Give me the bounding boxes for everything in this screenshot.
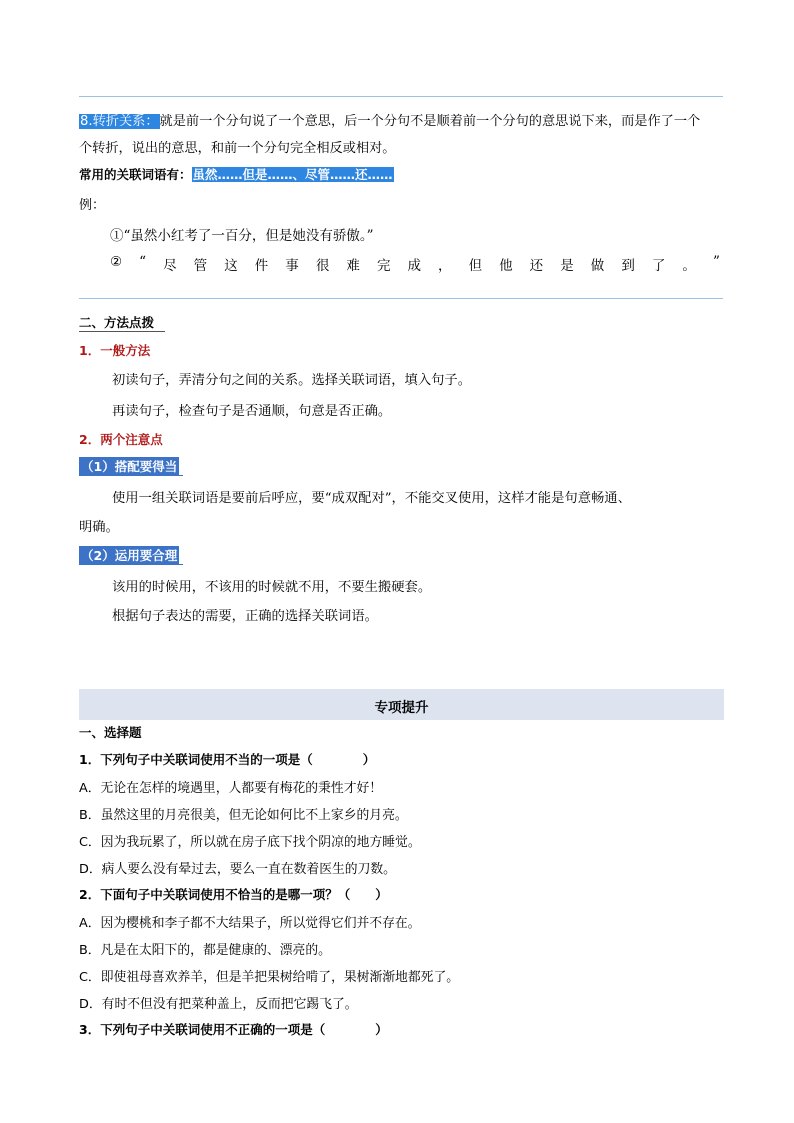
- method-heading: 二、方法点拨: [79, 315, 155, 330]
- example-2-char: 还: [529, 258, 544, 274]
- example-2-char: 了: [651, 258, 666, 274]
- example-2-char: 很: [315, 258, 330, 274]
- question-2-option-d: D．有时不但没有把菜种盖上，反而把它踢飞了。: [79, 997, 358, 1012]
- method-heading-underline: [79, 331, 165, 332]
- example-2-char: 这: [224, 258, 238, 274]
- method-p3-line1: 使用一组关联词语是要前后呼应，要“成双配对”，不能交叉使用，这样才能是句意畅通、: [112, 491, 631, 506]
- example-2-char: ②: [110, 254, 123, 270]
- example-1: ①“虽然小红考了一百分，但是她没有骄傲。”: [110, 228, 374, 244]
- example-2-char: 难: [346, 258, 360, 274]
- example-2-char: 他: [499, 258, 513, 274]
- method-sub2: 2．两个注意点: [79, 432, 163, 447]
- example-2-char: 到: [621, 258, 635, 274]
- top-divider: [79, 96, 723, 97]
- method-tag1: （1）搭配要得当: [81, 459, 178, 474]
- method-sub1: 1．一般方法: [79, 343, 151, 358]
- example-2-char: 事: [285, 258, 299, 274]
- example-2-char: “: [139, 254, 147, 270]
- example-2-char: 是: [560, 258, 574, 274]
- section-title: 专项提升: [374, 700, 429, 716]
- example-2-char: 完: [376, 258, 391, 274]
- question-1-option-b: B．虽然这里的月亮很美，但无论如何比不上家乡的月亮。: [79, 808, 408, 823]
- question-2-option-a: A．因为樱桃和李子都不大结果子，所以觉得它们并不存在。: [79, 916, 421, 931]
- example-2: [110, 254, 720, 274]
- example-2-char: ”: [712, 254, 720, 270]
- example-2-char: 管: [193, 258, 208, 274]
- section-header-bar: [79, 689, 724, 720]
- example-label: 例：: [79, 198, 106, 213]
- question-3-stem: 3．下列句子中关联词使用不正确的一项是（ ）: [79, 1022, 388, 1037]
- example-2-char: 但: [468, 258, 483, 274]
- question-1-option-c: C．因为我玩累了，所以就在房子底下找个阴凉的地方睡觉。: [79, 835, 421, 850]
- method-tag2-underline: [79, 564, 183, 565]
- question-2-option-b: B．凡是在太阳下的，都是健康的、漂亮的。: [79, 943, 331, 958]
- method-tag1-underline: [79, 475, 183, 476]
- question-1-stem: 1．下列句子中关联词使用不当的一项是（ ）: [79, 752, 376, 767]
- example-2-char: 尽: [163, 258, 177, 274]
- method-p2: 再读句子，检查句子是否通顺，句意是否正确。: [112, 404, 392, 419]
- question-2-option-c: C．即使祖母喜欢养羊，但是羊把果树给啃了，果树渐渐地都死了。: [79, 970, 460, 985]
- example-2-char: 做: [590, 258, 605, 274]
- question-2-stem: 2．下面句子中关联词使用不恰当的是哪一项？（ ）: [79, 887, 388, 902]
- rule8-text1: 就是前一个分句说了一个意思，后一个分句不是顺着前一个分句的意思说下来，而是作了一个: [159, 114, 701, 129]
- rule8-line1: [79, 110, 700, 129]
- example-2-char: 件: [254, 258, 269, 274]
- method-p5: 根据句子表达的需要，正确的选择关联词语。: [112, 609, 378, 624]
- method-p3-line2: 明确。: [79, 520, 119, 535]
- question-1-option-a: A．无论在怎样的境遇里，人都要有梅花的秉性才好！: [79, 781, 383, 796]
- example-2-char: 成: [407, 258, 421, 274]
- rule8-line2: 个转折，说出的意思，和前一个分句完全相反或相对。: [79, 141, 396, 156]
- common-words-line: [79, 165, 394, 183]
- common-words-label: 常用的关联词语有：: [79, 167, 192, 182]
- section-part: 一、选择题: [79, 725, 142, 740]
- common-words-value: 虽然……但是……、尽管……还……: [192, 167, 393, 182]
- example-2-char: 。: [682, 258, 696, 274]
- method-p1: 初读句子，弄清分句之间的关系。选择关联词语，填入句子。: [112, 373, 472, 388]
- method-tag2: （2）运用要合理: [81, 548, 178, 563]
- section-divider: [79, 298, 723, 299]
- example-2-char: ，: [438, 258, 452, 274]
- rule8-tag: 8.转折关系：: [80, 114, 159, 129]
- question-1-option-d: D．病人要么没有晕过去，要么一直在数着医生的刀数。: [79, 862, 396, 877]
- method-p4: 该用的时候用，不该用的时候就不用，不要生搬硬套。: [112, 580, 432, 595]
